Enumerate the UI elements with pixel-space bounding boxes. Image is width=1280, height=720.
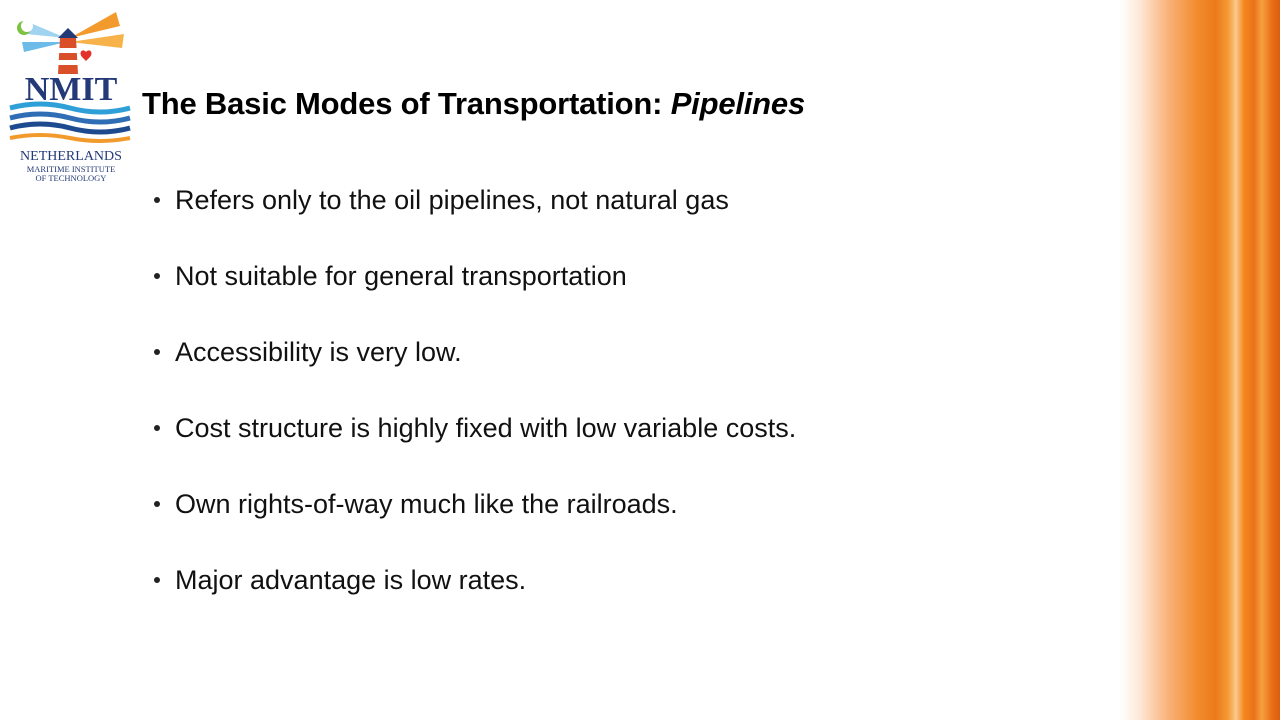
nmit-logo <box>8 8 134 184</box>
bullet-icon <box>154 501 160 507</box>
bullet-icon <box>154 273 160 279</box>
title-main: The Basic Modes of Transportation: <box>142 86 671 121</box>
bullet-text: Accessibility is very low. <box>175 337 462 367</box>
lighthouse-logo-icon <box>8 8 134 184</box>
bullet-list <box>150 180 796 636</box>
bullet-icon <box>154 425 160 431</box>
bullet-item <box>150 484 796 560</box>
svg-text:NMIT: NMIT <box>24 71 118 108</box>
slide-title <box>142 86 805 122</box>
bullet-item <box>150 332 796 408</box>
bullet-icon <box>154 349 160 355</box>
bullet-item <box>150 560 796 636</box>
bullet-item <box>150 180 796 256</box>
bullet-text: Major advantage is low rates. <box>175 565 527 595</box>
bullet-text: Cost structure is highly fixed with low variable costs. <box>175 413 797 443</box>
bullet-icon <box>154 197 160 203</box>
orange-side-band <box>1120 0 1280 720</box>
bullet-item <box>150 256 796 332</box>
bullet-text: Own rights-of-way much like the railroads. <box>175 489 678 519</box>
bullet-item <box>150 408 796 484</box>
bullet-icon <box>154 577 160 583</box>
svg-text:NETHERLANDS: NETHERLANDS <box>20 149 122 164</box>
bullet-text: Not suitable for general transportation <box>175 261 627 291</box>
svg-text:OF TECHNOLOGY: OF TECHNOLOGY <box>35 173 107 183</box>
bullet-text: Refers only to the oil pipelines, not natural gas <box>175 185 729 215</box>
svg-text:MARITIME INSTITUTE: MARITIME INSTITUTE <box>26 164 116 174</box>
title-italic: Pipelines <box>670 86 805 121</box>
